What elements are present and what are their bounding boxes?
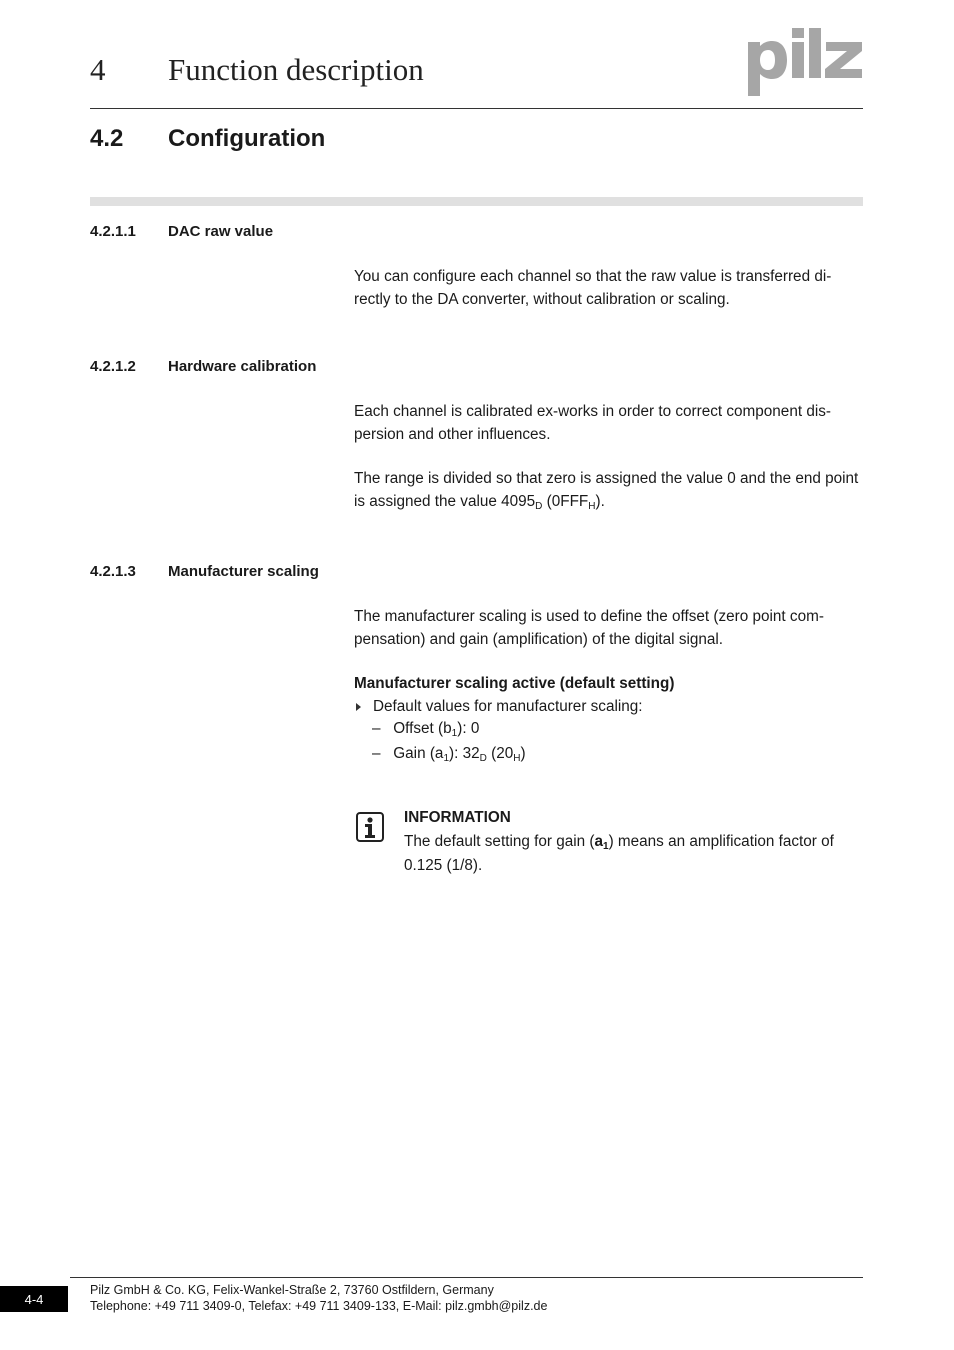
paragraph-text: Each channel is calibrated ex-works in order to correct component dis-persion and other influences.: [354, 403, 831, 443]
footer-rule: [70, 1277, 863, 1278]
section-number: 4.2: [90, 125, 124, 152]
page-number: 4-4: [0, 1286, 68, 1312]
dash-item: – Offset $(b_1)$: 0: [372, 720, 480, 739]
list-item-text: Default values for manufacturer scaling:: [373, 698, 643, 715]
information-text: The default setting for gain $(a_1)$ means an amplification factor of 0.125 (1/8).: [404, 833, 834, 874]
pilz-logo: [746, 24, 866, 96]
paragraph: [354, 265, 866, 311]
subsection-title: DAC raw value: [168, 223, 274, 240]
list-item: [354, 698, 643, 716]
information-icon: [356, 812, 384, 842]
paragraph-text: You can configure each channel so that the raw value is transferred di-rectly to the DA converter, without calibration or scaling.: [354, 268, 832, 308]
header-rule: [90, 108, 863, 109]
paragraph: [354, 605, 866, 651]
paragraph-text: The range is divided so that zero is assigned the value 0 and the end point is assigned the value $4095_D$ $(0FFF_H)$.: [354, 470, 859, 512]
paragraph: [354, 467, 866, 513]
subsection-number: 4.2.1.2: [90, 358, 136, 375]
section-title: Configuration: [168, 125, 326, 152]
paragraph: [354, 400, 866, 446]
paragraph-text: The manufacturer scaling is used to define the offset (zero point com-pensation) and gain (amplification) of the digital signal.: [354, 608, 824, 648]
section-divider-bar: [90, 197, 863, 206]
setting-heading: Manufacturer scaling active (default setting): [354, 675, 675, 692]
chapter-number: 4: [90, 52, 106, 87]
triangle-bullet-icon: [356, 703, 361, 711]
chapter-title: Function description: [168, 52, 424, 87]
footer-line: Pilz GmbH & Co. KG, Felix-Wankel-Straße 2, 73760 Ostfildern, Germany: [90, 1283, 494, 1297]
subsection-title: Hardware calibration: [168, 358, 317, 375]
dash-item: – Gain $(a_1)$: $32_D$ $(20_H)$: [372, 745, 526, 764]
subsection-number: 4.2.1.3: [90, 563, 136, 580]
footer-line: Telephone: +49 711 3409-0, Telefax: +49 711 3409-133, E-Mail: pilz.gmbh@pilz.de: [90, 1299, 548, 1313]
subsection-number: 4.2.1.1: [90, 223, 136, 240]
subsection-title: Manufacturer scaling: [168, 563, 319, 580]
information-title: INFORMATION: [404, 809, 511, 826]
information-block: [404, 806, 866, 878]
footer-address: [90, 1282, 547, 1314]
